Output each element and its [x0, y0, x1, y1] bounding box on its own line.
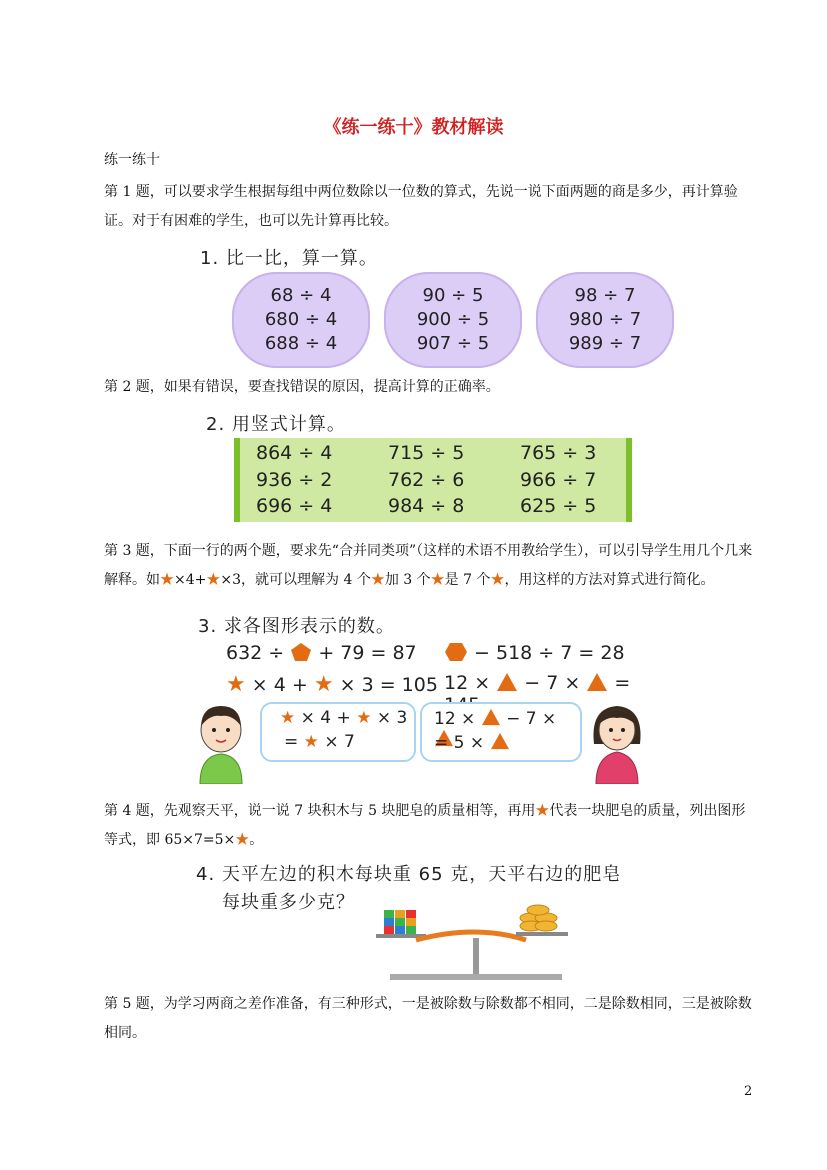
speech-bubble-right: 12 × − 7 × = 5 ×	[420, 702, 582, 762]
expression: 715 ÷ 5	[388, 442, 465, 464]
hexagon-icon	[444, 642, 468, 662]
paragraph-2: 第 2 题，如果有错误，要查找错误的原因，提高计算的正确率。	[104, 379, 500, 395]
page-number: 2	[744, 1084, 753, 1099]
star-icon: ★	[235, 832, 250, 848]
figure-4-label-line2: 每块重多少克？	[222, 892, 355, 913]
equation-3: ★ × 4 + ★ × 3 = 105	[226, 672, 438, 697]
girl-illustration	[588, 700, 646, 784]
expression: 984 ÷ 8	[388, 495, 465, 517]
figure-3-label: 3. 求各图形表示的数。	[198, 616, 395, 637]
expression: 864 ÷ 4	[256, 442, 333, 464]
balance-scale-illustration	[376, 894, 576, 982]
triangle-icon	[496, 672, 518, 692]
boy-illustration	[192, 700, 250, 784]
section-heading: 练一练十	[104, 152, 160, 168]
figure-1-label: 1. 比一比，算一算。	[200, 248, 378, 269]
expression: 625 ÷ 5	[520, 495, 597, 517]
triangle-icon	[481, 708, 501, 726]
star-icon: ★	[430, 572, 445, 588]
star-icon: ★	[356, 708, 372, 728]
expression: 680 ÷ 4	[264, 309, 338, 330]
speech-bubble-left: ★ × 4 + ★ × 3 = ★ × 7	[260, 702, 416, 762]
figure-2	[206, 410, 632, 522]
equation-2: − 518 ÷ 7 = 28	[444, 642, 625, 664]
equation-4: 12 × − 7 × =	[444, 672, 631, 694]
flower-card	[536, 272, 674, 368]
triangle-icon	[586, 672, 608, 692]
expression: 989 ÷ 7	[568, 333, 642, 354]
figure-4	[192, 858, 644, 982]
equation-1: 632 ÷ + 79 = 87	[226, 642, 417, 664]
expression: 966 ÷ 7	[520, 469, 597, 491]
pentagon-icon	[290, 642, 312, 662]
figure-2-label: 2. 用竖式计算。	[206, 414, 346, 435]
star-icon: ★	[303, 732, 319, 752]
expression: 936 ÷ 2	[256, 469, 333, 491]
expression: 765 ÷ 3	[520, 442, 597, 464]
star-icon: ★	[280, 708, 296, 728]
star-icon: ★	[160, 572, 174, 588]
expression: 900 ÷ 5	[416, 309, 490, 330]
figure-1	[200, 244, 646, 366]
star-icon: ★	[313, 672, 334, 697]
expression: 907 ÷ 5	[416, 333, 490, 354]
expression: 98 ÷ 7	[574, 285, 636, 306]
star-icon: ★	[535, 803, 550, 819]
paragraph-4: 第 4 题，先观察天平，说一说 7 块积木与 5 块肥皂的质量相等，再用★代表一块肥皂的质量，列出图形等式，即 65×7=5×★。	[104, 803, 746, 848]
expression: 980 ÷ 7	[568, 309, 642, 330]
expression: 68 ÷ 4	[270, 285, 332, 306]
expression: 90 ÷ 5	[422, 285, 484, 306]
expression: 762 ÷ 6	[388, 469, 465, 491]
paragraph-1: 第 1 题，可以要求学生根据每组中两位数除以一位数的算式，先说一说下面两题的商是多少，再计算验证。对于有困难的学生，也可以先计算再比较。	[104, 184, 738, 229]
flower-card	[384, 272, 522, 368]
paragraph-5: 第 5 题，为学习两商之差作准备，有三种形式，一是被除数与除数都不相同，二是除数相同，三是被除数相同。	[104, 996, 752, 1041]
star-icon: ★	[226, 672, 246, 697]
star-icon: ★	[490, 572, 505, 588]
figure-3	[190, 608, 650, 788]
expression: 696 ÷ 4	[256, 495, 333, 517]
page-title: 《练一练十》教材解读	[323, 117, 504, 138]
star-icon: ★	[370, 572, 385, 588]
triangle-icon	[490, 732, 510, 750]
expression: 688 ÷ 4	[264, 333, 338, 354]
figure-4-label-line1: 4. 天平左边的积木每块重 65 克，天平右边的肥皂	[196, 864, 622, 885]
star-icon: ★	[206, 572, 221, 588]
paragraph-3: 第 3 题，下面一行的两个题，要求先“合并同类项”（这样的术语不用教给学生），可以引导学生用几个几来解释。如★×4+★×3，就可以理解为 4 个★加 3 个★是 7 个★，用这样的方法对算式进行简化。	[104, 543, 753, 588]
exercise-box	[234, 438, 632, 522]
flower-card	[232, 272, 370, 368]
